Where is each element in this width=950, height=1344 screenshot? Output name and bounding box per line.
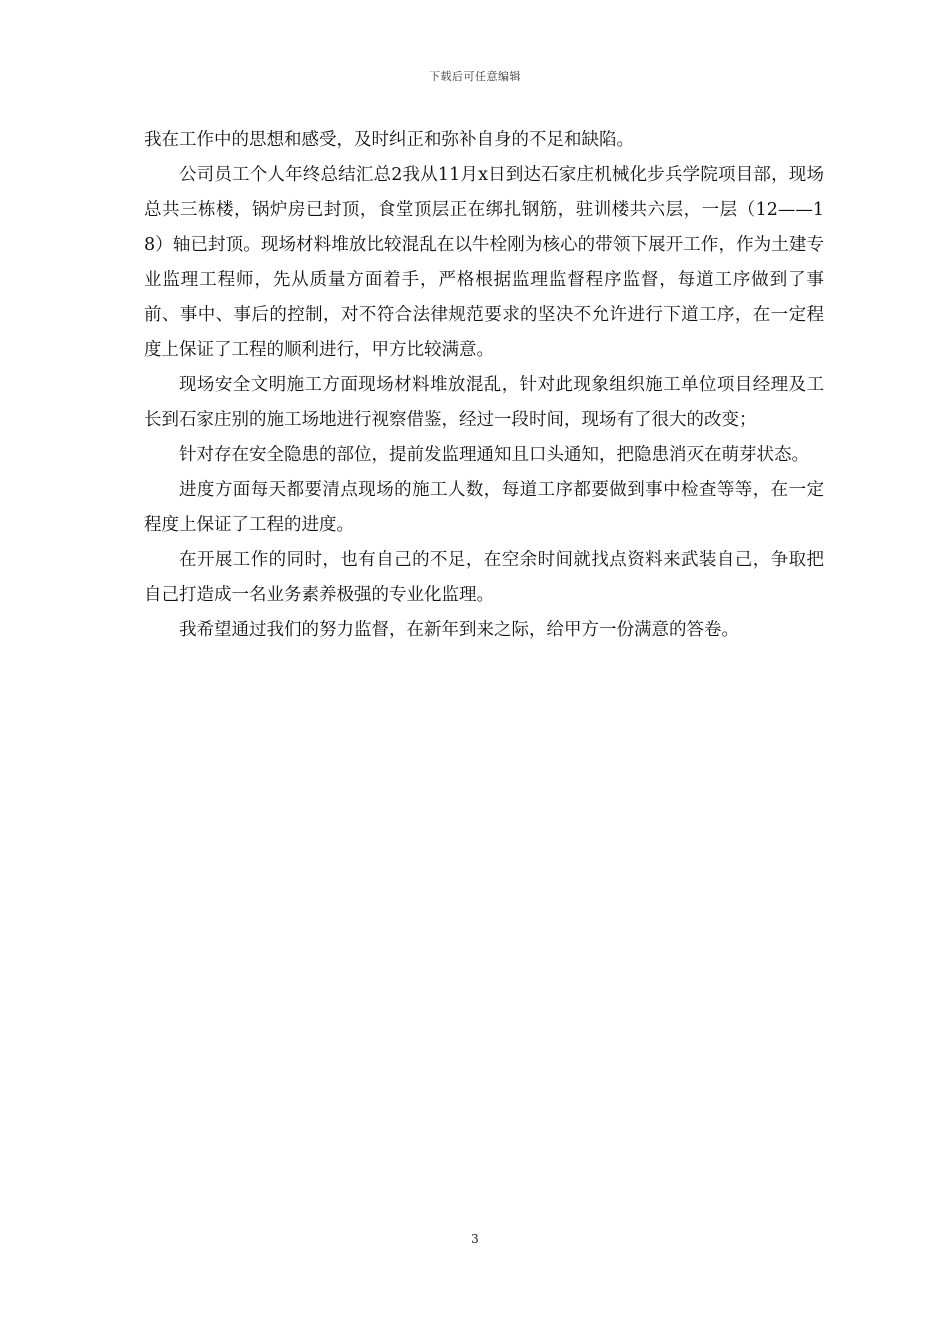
paragraph-progress: 进度方面每天都要清点现场的施工人数，每道工序都要做到事中检查等等，在一定程度上保证了工程的进度。 [144,480,824,535]
paragraph-continuation: 我在工作中的思想和感受，及时纠正和弥补自身的不足和缺陷。 [144,130,634,150]
page-header: 下载后可任意编辑 [429,70,521,83]
document-body [144,123,824,648]
paragraph-site-safety: 现场安全文明施工方面现场材料堆放混乱，针对此现象组织施工单位项目经理及工长到石家庄别的施工场地进行视察借鉴，经过一段时间，现场有了很大的改变； [144,375,824,430]
paragraph-hazard-notice: 针对存在安全隐患的部位，提前发监理通知且口头通知，把隐患消灭在萌芽状态。 [179,445,809,465]
paragraph-summary-intro: 公司员工个人年终总结汇总2我从11月x日到达石家庄机械化步兵学院项目部，现场总共三栋楼，锅炉房已封顶，食堂顶层正在绑扎钢筋，驻训楼共六层，一层（12——18）轴已封顶。现场材料堆放比较混乱在以牛栓刚为核心的带领下展开工作，作为土建专业监理工程师，先从质量方面着手，严格根据监理监督程序监督，每道工序做到了事前、事中、事后的控制，对不符合法律规范要求的坚决不允许进行下道工序，在一定程度上保证了工程的顺利进行，甲方比较满意。 [144,165,824,360]
paragraph-closing: 我希望通过我们的努力监督，在新年到来之际，给甲方一份满意的答卷。 [179,620,739,640]
page-number: 3 [471,1232,479,1246]
paragraph-self-improvement: 在开展工作的同时，也有自己的不足，在空余时间就找点资料来武装自己，争取把自己打造成一名业务素养极强的专业化监理。 [144,550,824,605]
